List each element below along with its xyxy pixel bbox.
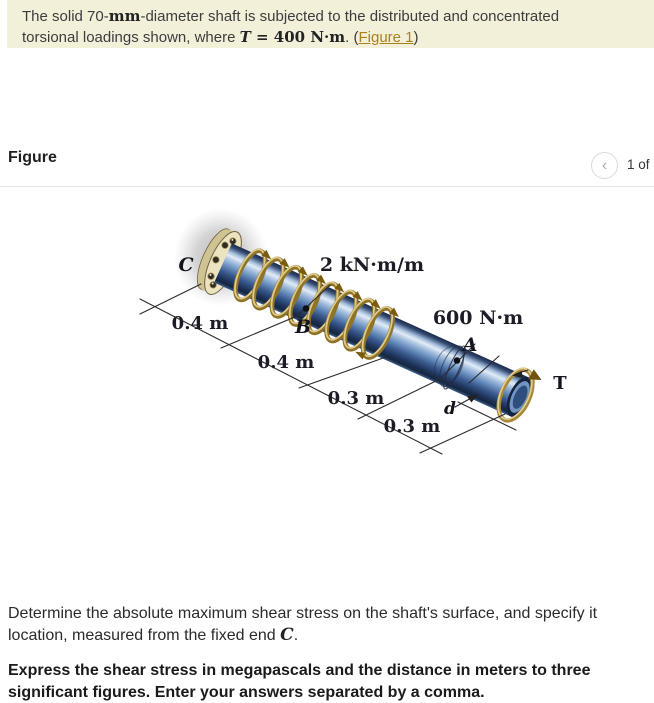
label-dim-0p3-second: 0.3 m bbox=[383, 416, 441, 437]
problem-text-seg: -diameter shaft is subjected to the distributed and concentrated bbox=[140, 8, 560, 25]
question-text-seg: Determine the absolute maximum shear stress on the shaft's surface, and specify it bbox=[8, 605, 598, 622]
problem-statement-panel bbox=[7, 0, 654, 48]
label-point-C: C bbox=[178, 254, 194, 276]
figure-link[interactable]: Figure 1 bbox=[358, 29, 414, 46]
extension-line-C bbox=[140, 284, 201, 314]
problem-math-value: = 400 N·m bbox=[250, 28, 346, 46]
answer-instructions-seg: significant figures. Enter your answers separated by a comma. bbox=[8, 683, 485, 701]
problem-text-seg: The solid 70- bbox=[22, 8, 109, 25]
figure-prev-button[interactable] bbox=[591, 152, 618, 179]
label-concentrated-torque: 600 N·m bbox=[432, 307, 524, 329]
label-dim-0p4-second: 0.4 m bbox=[257, 352, 315, 373]
question-text bbox=[8, 603, 654, 646]
chevron-left-icon: ‹ bbox=[601, 157, 608, 174]
problem-math-T: T bbox=[239, 28, 251, 46]
label-point-A: A bbox=[462, 334, 478, 356]
label-dim-0p4-first: 0.4 m bbox=[171, 313, 229, 334]
question-text-seg: . bbox=[293, 626, 299, 644]
problem-text-seg: ) bbox=[413, 29, 419, 46]
problem-text-seg: torsional loadings shown, where bbox=[22, 29, 240, 46]
figure-section-title: Figure bbox=[8, 149, 57, 166]
section-divider bbox=[0, 186, 654, 187]
problem-text bbox=[7, 0, 654, 48]
question-text-seg: location, measured from the fixed end bbox=[8, 626, 281, 644]
shaft-figure-diagram bbox=[0, 190, 654, 480]
answer-instructions-seg: Express the shear stress in megapascals and the distance in meters to three bbox=[8, 662, 591, 679]
point-A-dot bbox=[454, 357, 461, 364]
figure-pager-label: 1 of bbox=[627, 157, 650, 172]
label-point-B: B bbox=[294, 316, 312, 338]
label-distributed-load: 2 kN·m/m bbox=[319, 254, 425, 276]
label-distance-d: d bbox=[444, 399, 456, 419]
problem-math-mm: mm bbox=[108, 7, 141, 25]
label-dim-0p3-first: 0.3 m bbox=[327, 388, 385, 409]
point-B-dot bbox=[303, 305, 310, 312]
problem-text-seg: . ( bbox=[345, 29, 359, 46]
label-torque-T: T bbox=[553, 373, 567, 394]
question-math-C: C bbox=[280, 624, 294, 645]
answer-instructions bbox=[8, 660, 654, 703]
